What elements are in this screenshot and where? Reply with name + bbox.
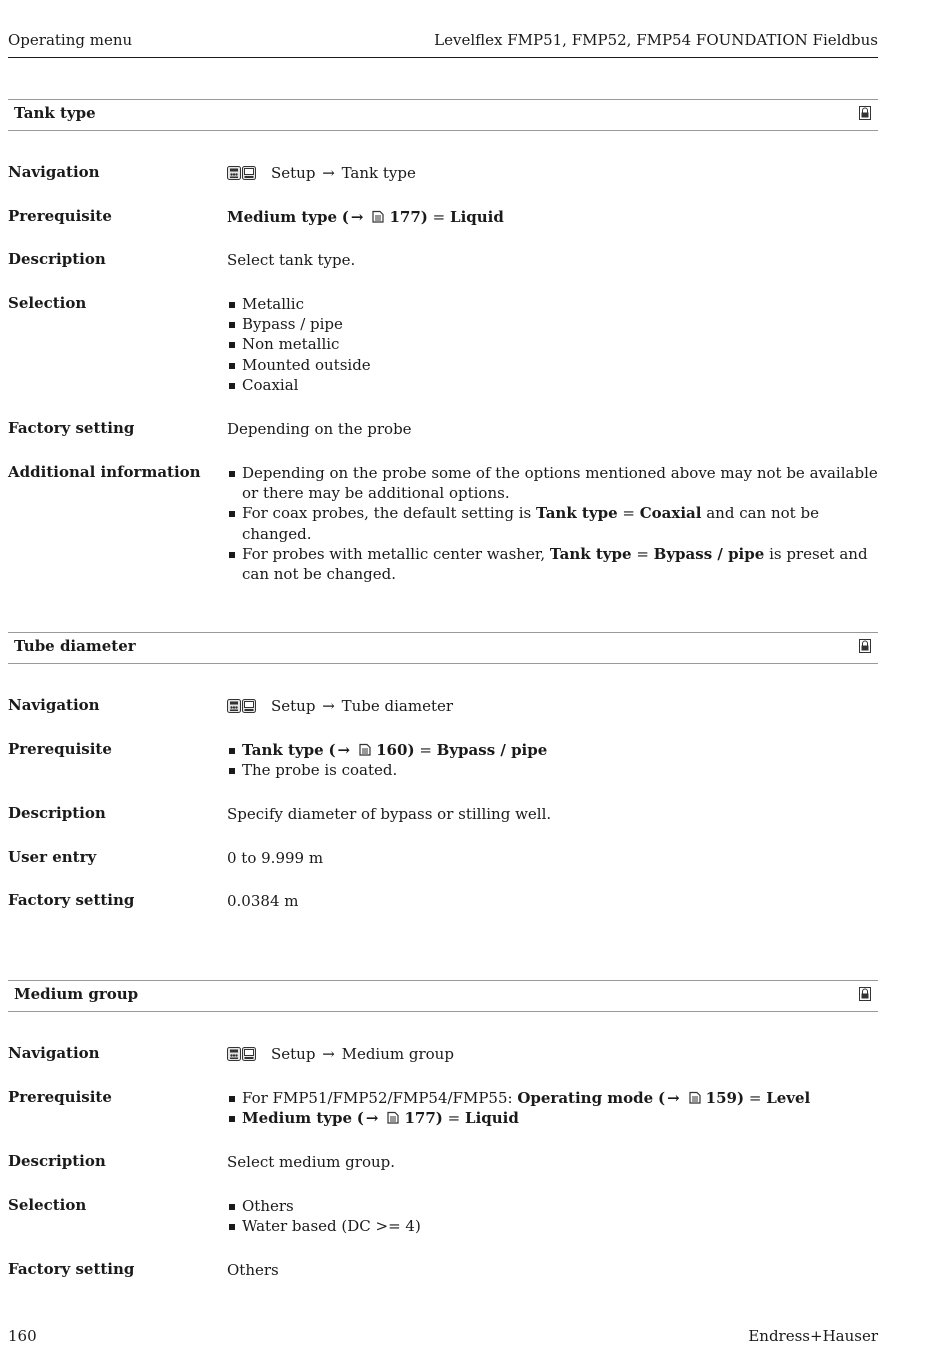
list-item: The probe is coated. (227, 760, 882, 780)
nav-step: Setup (271, 697, 316, 715)
section-title: Tube diameter (14, 637, 136, 655)
display-keypad-icon (227, 1046, 257, 1066)
list-item: Non metallic (227, 334, 882, 354)
navigation-path (227, 1044, 882, 1066)
page-number: 160 (8, 1327, 37, 1345)
list-item: For probes with metallic center washer, Tank type = Bypass / pipe is preset and can not be changed. (227, 544, 882, 584)
page-reference-icon (386, 1111, 400, 1124)
additional-info-label: Additional information (8, 463, 201, 481)
arrow-right-icon: → (365, 1109, 379, 1128)
nav-step: Tube diameter (341, 697, 454, 715)
user-entry-value: 0 to 9.999 m (227, 849, 324, 867)
page-link[interactable]: 160 (376, 741, 408, 759)
description-label: Description (8, 1152, 106, 1170)
selection-list (227, 1196, 882, 1236)
factory-setting-label: Factory setting (8, 419, 135, 437)
display-keypad-icon (227, 165, 257, 185)
param-value: Bypass / pipe (436, 741, 548, 759)
lock-icon (859, 987, 871, 1001)
section-title: Medium group (14, 985, 139, 1003)
param-name: Medium type (227, 208, 338, 226)
arrow-right-icon: → (337, 741, 351, 759)
param-value: Liquid (450, 208, 504, 226)
arrow-right-icon: → (322, 697, 335, 715)
prerequisite-label: Prerequisite (8, 1088, 112, 1106)
header-section-title: Operating menu (8, 31, 133, 49)
lock-icon (859, 106, 871, 120)
header-document-title: Levelflex FMP51, FMP52, FMP54 FOUNDATION Fieldbus (434, 31, 878, 49)
section-bar-tube-diameter (8, 632, 878, 664)
lock-icon (859, 639, 871, 653)
prerequisite-list (227, 740, 882, 780)
navigation-label: Navigation (8, 696, 100, 714)
param-name: Tank type (242, 741, 324, 759)
page-link[interactable]: 177 (389, 208, 421, 226)
description-text: Select tank type. (227, 251, 356, 269)
arrow-right-icon: → (322, 164, 335, 182)
list-item: Depending on the probe some of the options mentioned above may not be available or there may be additional options. (227, 463, 882, 503)
param-name: Operating mode (517, 1089, 654, 1107)
list-item: Others (227, 1196, 882, 1216)
list-item: Mounted outside (227, 355, 882, 375)
description-label: Description (8, 250, 106, 268)
factory-setting-label: Factory setting (8, 1260, 135, 1278)
navigation-label: Navigation (8, 1044, 100, 1062)
selection-label: Selection (8, 294, 87, 312)
factory-setting-value: 0.0384 m (227, 892, 299, 910)
param-value: Liquid (465, 1109, 519, 1128)
list-item: Water based (DC >= 4) (227, 1216, 882, 1236)
prerequisite-label: Prerequisite (8, 207, 112, 225)
description-text: Select medium group. (227, 1153, 396, 1171)
list-item: For FMP51/FMP52/FMP54/FMP55: Operating mode ( → 159) = Level (227, 1088, 882, 1108)
param-name: Medium type (242, 1109, 353, 1128)
factory-setting-label: Factory setting (8, 891, 135, 909)
list-item: For coax probes, the default setting is Tank type = Coaxial and can not be changed. (227, 503, 882, 543)
navigation-path (227, 163, 882, 185)
page-link[interactable]: 177 (404, 1109, 436, 1128)
arrow-right-icon: → (350, 208, 364, 226)
arrow-right-icon: → (322, 1045, 335, 1063)
arrow-right-icon: → (667, 1089, 680, 1107)
header-rule (8, 57, 878, 58)
display-keypad-icon (227, 698, 257, 718)
list-item: Medium type ( → 177) = Liquid (227, 1108, 882, 1128)
section-bar-medium-group (8, 980, 878, 1012)
list-item: Tank type ( → 160) = Bypass / pipe (227, 740, 882, 760)
nav-step: Setup (271, 1045, 316, 1063)
selection-label: Selection (8, 1196, 87, 1214)
list-item: Coaxial (227, 375, 882, 395)
nav-step: Setup (271, 164, 316, 182)
page-link[interactable]: 159 (705, 1089, 737, 1107)
list-item: Bypass / pipe (227, 314, 882, 334)
footer-brand: Endress+Hauser (748, 1327, 878, 1345)
user-entry-label: User entry (8, 848, 97, 866)
factory-setting-value: Others (227, 1261, 279, 1279)
section-title: Tank type (14, 104, 96, 122)
selection-list (227, 294, 882, 395)
page-reference-icon (371, 210, 385, 223)
nav-step: Tank type (341, 164, 416, 182)
navigation-label: Navigation (8, 163, 100, 181)
prerequisite-value: Medium type ( → 177) = Liquid (227, 208, 504, 226)
factory-setting-value: Depending on the probe (227, 420, 412, 438)
additional-info-list (227, 463, 882, 584)
description-text: Specify diameter of bypass or stilling well. (227, 805, 552, 823)
description-label: Description (8, 804, 106, 822)
page-reference-icon (358, 743, 372, 756)
list-item: Metallic (227, 294, 882, 314)
page-reference-icon (688, 1091, 702, 1104)
param-value: Level (766, 1089, 811, 1107)
prerequisite-list (227, 1088, 882, 1128)
navigation-path (227, 696, 882, 718)
section-bar-tank-type (8, 99, 878, 131)
prerequisite-label: Prerequisite (8, 740, 112, 758)
nav-step: Medium group (341, 1045, 454, 1063)
